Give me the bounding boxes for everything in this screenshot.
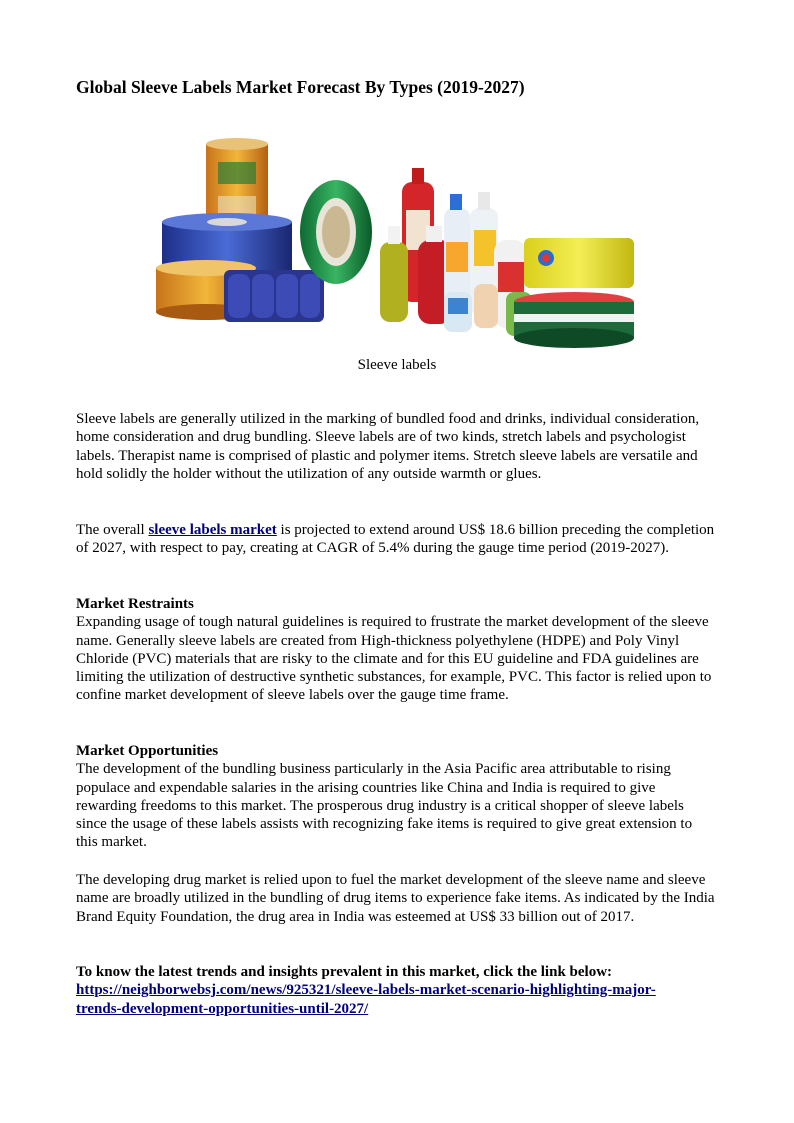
figure-caption: Sleeve labels <box>357 357 437 373</box>
opportunities-section <box>76 742 716 852</box>
document-title: Global Sleeve Labels Market Forecast By Types (2019-2027) <box>76 77 525 97</box>
overview-text-after: is projected to extend around US$ 18.6 billion preceding the completion of 2027, with respect to pay, creating at CAGR of 5.4% during the gauge time period (2019-2027). <box>76 522 715 557</box>
restraints-text: Expanding usage of tough natural guidelines is required to frustrate the market development of the sleeve name. Generally sleeve labels are created from High-thickness polyethylene (HDPE) and Poly Vinyl Chloride (PVC) materials that are risky to the climate and for this EU guideline and FDA guidelines are limiting the utilization of destructive synthetic substances, for example, PVC. This factor is relied upon to confine market development of sleeve labels over the gauge time frame. <box>76 614 712 704</box>
restraints-heading: Market Restraints <box>76 596 194 612</box>
overview-text-before: The overall <box>76 522 149 538</box>
cta-text: To know the latest trends and insights prevalent in this market, click the link below: <box>76 964 613 980</box>
intro-paragraph: Sleeve labels are generally utilized in the marking of bundled food and drinks, individual consideration, home consideration and drug bundling. Sleeve labels are of two kinds, stretch labels and psychologist labels. Therapist name is comprised of plastic and polymer items. Stretch sleeve labels are versatile and hold solidly the holder without the utilization of any outside warmth or glues. <box>76 411 700 482</box>
sleeve-labels-market-link[interactable]: sleeve labels market <box>148 522 277 538</box>
restraints-section <box>76 595 716 705</box>
article-link[interactable] <box>76 982 656 1016</box>
opportunities-heading: Market Opportunities <box>76 743 219 759</box>
article-link-line1: https://neighborwebsj.com/news/925321/sleeve-labels-market-scenario-highlighting-major- <box>76 982 656 999</box>
sleeve-labels-photo <box>144 122 648 350</box>
cta-section <box>76 963 716 1018</box>
opportunities-text: The development of the bundling business particularly in the Asia Pacific area attributable to rising populace and expendable salaries in the arising countries like China and India is required to give rewarding freedoms to this market. The prosperous drug industry is a critical shopper of sleeve labels since the usage of these labels assists with recognizing fake items is required to give great extension to this market. <box>76 761 693 851</box>
drug-market-paragraph: The developing drug market is relied upon to fuel the market development of the sleeve name and sleeve name are broadly utilized in the bundling of drug items to experience fake items. As indicated by the India Brand Equity Foundation, the drug area in India was esteemed at US$ 33 billion out of 2017. <box>76 872 715 925</box>
article-link-line2: trends-development-opportunities-until-2027/ <box>76 1000 369 1017</box>
overview-paragraph <box>76 521 716 558</box>
